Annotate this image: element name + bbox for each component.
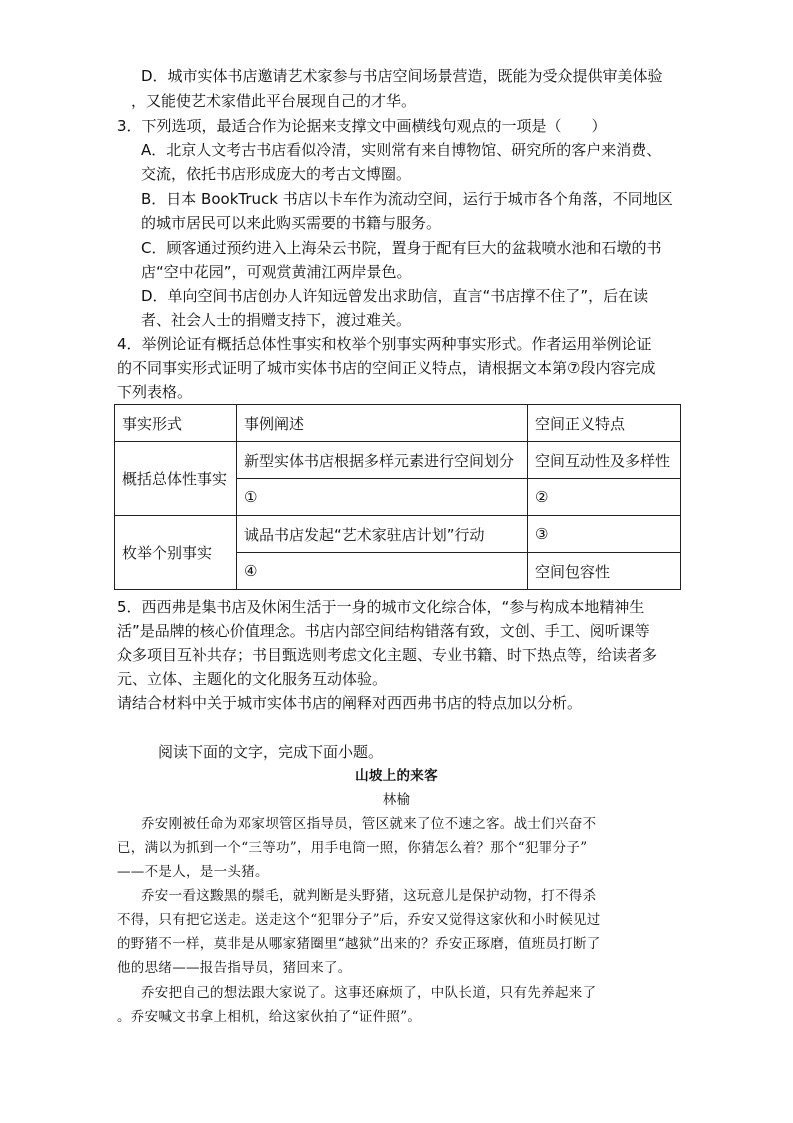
passage-p2-line1: 乔安一看这黢黑的鬃毛，就判断是头野猪，这玩意儿是保护动物，打不得杀: [141, 888, 597, 904]
q5-line5: 请结合材料中关于城市实体书店的阐释对西西弗书店的特点加以分析。: [117, 694, 583, 712]
q4-stem-line3: 下列表格。: [117, 383, 193, 401]
q3-option-b-line2: 的城市居民可以来此购买需要的书籍与服务。: [141, 214, 442, 232]
table-cell: 空间互动性及多样性: [528, 442, 681, 479]
q3-option-d-line1: D．单向空间书店创办人许知远曾发出求助信，直言“书店撑不住了”，后在读: [141, 287, 649, 305]
table-cell: 新型实体书店根据多样元素进行空间划分: [237, 442, 528, 479]
passage-p2-line2: 不得，只有把它送走。送走这个“犯罪分子”后，乔安又觉得这家伙和小时候见过: [117, 912, 601, 928]
q4-stem-line2: 的不同事实形式证明了城市实体书店的空间正义特点，请根据文本第⑦段内容完成: [117, 359, 656, 377]
q5-line1: 5．西西弗是集书店及休闲生活于一身的城市文化综合体，“参与构成本地精神生: [117, 598, 645, 616]
table-header-cell: 空间正义特点: [528, 405, 681, 442]
q5-line2: 活”是品牌的核心价值理念。书店内部空间结构错落有致，文创、手工、阅听课等: [117, 622, 650, 640]
table-cell: 诚品书店发起“艺术家驻店计划”行动: [237, 516, 528, 553]
passage-title: 山坡上的来客: [355, 768, 438, 784]
q2-option-d-line2: ，又能使艺术家借此平台展现自己的才华。: [131, 92, 417, 110]
q3-option-d-line2: 者、社会人士的捐赠支持下，渡过难关。: [141, 311, 412, 329]
q3-option-a-line2: 交流，依托书店形成庞大的考古文博圈。: [141, 165, 412, 183]
table-cell-blank-1: ①: [237, 479, 528, 516]
table-header-row: [115, 405, 681, 442]
reading-intro: 阅读下面的文字，完成下面小题。: [158, 743, 384, 761]
q4-table: [114, 404, 681, 590]
q5-line3: 众多项目互补共存；书目甄选则考虑文化主题、专业书籍、时下热点等，给读者多: [117, 646, 658, 664]
table-cell-blank-4: ④: [237, 553, 528, 590]
passage-p2-line4: 他的思绪——报告指导员，猪回来了。: [117, 960, 352, 976]
q2-option-d-line1: D．城市实体书店邀请艺术家参与书店空间场景营造，既能为受众提供审美体验: [141, 67, 663, 85]
passage-p1-line1: 乔安刚被任命为邓家坝管区指导员，管区就来了位不速之客。战士们兴奋不: [141, 816, 597, 832]
table-cell-blank-3: ③: [528, 516, 681, 553]
q4-stem-line1: 4．举例论证有概括总体性事实和枚举个别事实两种事实形式。作者运用举例论证: [117, 335, 652, 353]
q3-stem: 3．下列选项，最适合作为论据来支撑文中画横线句观点的一项是（ ）: [117, 117, 607, 135]
q5-line4: 元、立体、主题化的文化服务互动体验。: [117, 670, 388, 688]
passage-p1-line2: 已，满以为抓到一个“三等功”，用手电筒一照，你猜怎么着？那个“犯罪分子”: [117, 840, 588, 856]
table-group-label: 枚举个别事实: [115, 516, 237, 590]
q3-option-c-line1: C．顾客通过预约进入上海朵云书院，置身于配有巨大的盆栽喷水池和石墩的书: [141, 239, 662, 257]
table-group-label: 概括总体性事实: [115, 442, 237, 516]
passage-author: 林榆: [382, 792, 411, 808]
q3-option-a-line1: A．北京人文考古书店看似冷清，实则常有来自博物馆、研究所的客户来消费、: [141, 141, 662, 159]
table-row: [115, 516, 681, 553]
q3-option-c-line2: 店“空中花园”，可观赏黄浦江两岸景色。: [141, 263, 412, 281]
passage-p2-line3: 的野猪不一样，莫非是从哪家猪圈里“越狱”出来的？乔安正琢磨，值班员打断了: [117, 936, 601, 952]
passage-p1-line3: ——不是人，是一头猪。: [117, 864, 269, 880]
q3-option-b-line1: B．日本 BookTruck 书店以卡车作为流动空间，运行于城市各个角落，不同地区: [141, 190, 673, 208]
table-header-cell: 事实形式: [115, 405, 237, 442]
passage-p3-line2: 。乔安喊文书拿上相机，给这家伙拍了“证件照”。: [117, 1009, 422, 1025]
table-cell: 空间包容性: [528, 553, 681, 590]
passage-p3-line1: 乔安把自己的想法跟大家说了。这事还麻烦了，中队长道，只有先养起来了: [141, 985, 597, 1001]
table-header-cell: 事例阐述: [237, 405, 528, 442]
table-cell-blank-2: ②: [528, 479, 681, 516]
table-row: [115, 442, 681, 479]
